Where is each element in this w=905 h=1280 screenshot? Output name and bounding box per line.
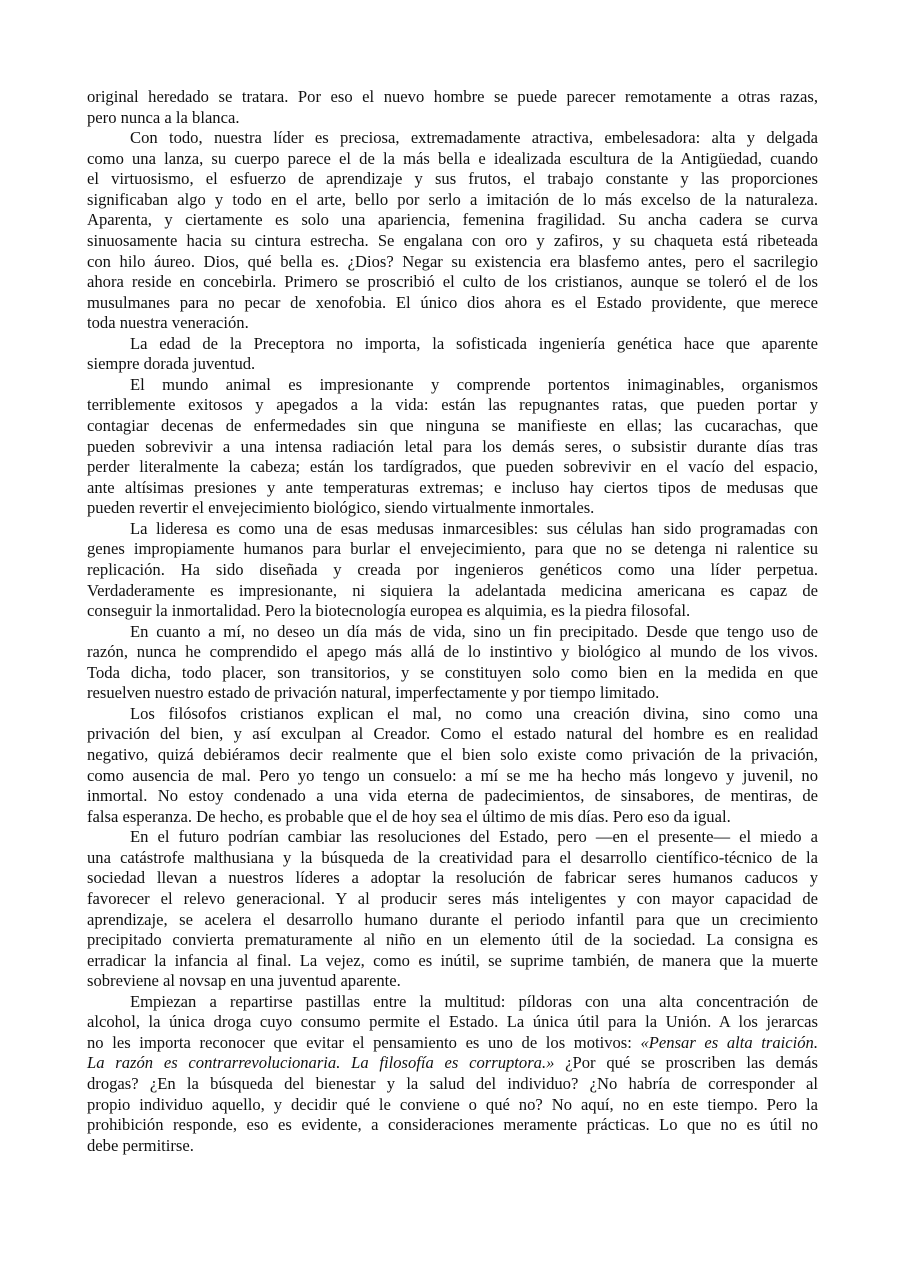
paragraph [87, 827, 818, 992]
text-line: sociedad llevan a nuestros líderes a adoptar la resolución de fabricar seres humanos caducos y [87, 868, 818, 888]
text-line: perder literalmente la cabeza; están los tardígrados, que pueden sobrevivir en el vacío del espacio, [87, 457, 818, 477]
text-line: musulmanes para no pecar de xenofobia. El único dios ahora es el Estado providente, que merece [87, 292, 818, 312]
text-line: En el futuro podrían cambiar las resoluciones del Estado, pero —en el presente— el miedo a [130, 827, 818, 847]
text-line: Toda dicha, todo placer, son transitorios, y se constituyen solo como bien en la medida en que [87, 662, 818, 682]
text-segment: no les importa reconocer que evitar el pensamiento es uno de los motivos: [87, 1032, 641, 1052]
text-line: drogas? ¿En la búsqueda del bienestar y la salud del individuo? ¿No habría de corresponder al [87, 1074, 818, 1093]
text-line: Aparenta, y ciertamente es solo una apariencia, femenina fragilidad. Su ancha cadera se curva [87, 210, 818, 230]
document-page [87, 87, 818, 1156]
paragraph [87, 992, 818, 1157]
text-line: Verdaderamente es impresionante, ni siquiera la adelantada medicina americana es capaz de [87, 580, 818, 600]
text-line [87, 1033, 818, 1054]
text-line: pueden revertir el envejecimiento biológico, siendo virtualmente inmortales. [87, 498, 595, 518]
text-line: como una lanza, su cuerpo parece el de la más bella e idealizada escultura de la Antigüedad, cuando [87, 148, 818, 168]
text-line: erradicar la infancia al final. La vejez, como es inútil, se suprime también, de manera que la muerte [87, 950, 818, 970]
text-line: original heredado se tratara. Por eso el nuevo hombre se puede parecer remotamente a otras razas, [87, 87, 818, 106]
text-line: El mundo animal es impresionante y comprende portentos inimaginables, organismos [130, 374, 818, 394]
text-line: replicación. Ha sido diseñada y creada por ingenieros genéticos como una líder perpetua. [87, 559, 818, 579]
text-line: Los filósofos cristianos explican el mal, no como una creación divina, sino como una [130, 703, 818, 723]
text-line: privación del bien, y así exculpan al Creador. Como el estado natural del hombre es en realidad [87, 724, 818, 744]
text-segment: ¿Por qué se proscriben las demás [554, 1053, 818, 1073]
text-line: pueden sobrevivir a una intensa radiación letal para los demás seres, o subsistir durante días tras [87, 436, 818, 456]
paragraph [87, 87, 818, 128]
paragraph [87, 128, 818, 334]
text-line: ahora reside en concebirla. Primero se proscribió el culto de los cristianos, aunque se toleró el de los [87, 272, 818, 292]
text-line: aprendizaje, se acelera el desarrollo humano durante el periodo infantil para que un crecimiento [87, 909, 818, 929]
text-line: prohibición responde, eso es evidente, a consideraciones meramente prácticas. Lo que no es útil no [87, 1115, 818, 1135]
text-line: precipitado convierta prematuramente al niño en un elemento útil de la sociedad. La consigna es [87, 930, 818, 950]
paragraph [87, 334, 818, 375]
text-line: contagiar decenas de enfermedades sin que ninguna se manifieste en ellas; las cucarachas, que [87, 416, 818, 435]
paragraph [87, 519, 818, 622]
text-line: pero nunca a la blanca. [87, 107, 240, 127]
text-line: terriblemente exitosos y apegados a la vida: están las repugnantes ratas, que pueden portar y [87, 395, 818, 415]
text-line: razón, nunca he comprendido el apego más allá de lo instintivo y biológico al mundo de los vivos. [87, 642, 818, 662]
text-line: conseguir la inmortalidad. Pero la biotecnología europea es alquimia, es la piedra filosofal. [87, 601, 691, 621]
text-line: favorecer el relevo generacional. Y al producir seres más inteligentes y con mayor capacidad de [87, 888, 818, 908]
text-line: Empiezan a repartirse pastillas entre la multitud: píldoras con una alta concentración de [130, 991, 818, 1011]
text-line: inmortal. No estoy condenado a una vida eterna de padecimientos, de sinsabores, de mentiras, de [87, 786, 818, 806]
text-line: propio individuo aquello, y decidir qué le conviene o qué no? No aquí, no en este tiempo. Pero la [87, 1094, 818, 1114]
italic-quote: «Pensar es alta traición. [640, 1032, 818, 1052]
text-line: resuelven nuestro estado de privación natural, imperfectamente y por tiempo limitado. [87, 683, 660, 703]
text-line: La edad de la Preceptora no importa, la sofisticada ingeniería genética hace que aparente [130, 333, 818, 353]
text-line: siempre dorada juventud. [87, 354, 256, 374]
paragraph [87, 622, 818, 704]
text-line: alcohol, la única droga cuyo consumo permite el Estado. La única útil para la Unión. A los jerarcas [87, 1012, 818, 1032]
text-line: como ausencia de mal. Pero yo tengo un consuelo: a mí se me ha hecho más longevo y juvenil, no [87, 765, 818, 785]
text-line: sinuosamente hacia su cintura estrecha. Se engalana con oro y zafiros, y su chaqueta está ribeteada [87, 230, 818, 250]
text-line: genes impropiamente humanos para burlar el envejecimiento, para que no se detenga ni ralentice su [87, 539, 818, 559]
text-line: ante altísimas presiones y ante temperaturas extremas; e incluso hay ciertos tipos de medusas que [87, 477, 818, 497]
text-line: debe permitirse. [87, 1135, 194, 1155]
text-line: toda nuestra veneración. [87, 313, 249, 333]
text-line: La lideresa es como una de esas medusas inmarcesibles: sus células han sido programadas con [130, 518, 818, 538]
italic-quote: La razón es contrarrevolucionaria. La filosofía es corruptora.» [87, 1053, 555, 1073]
text-line: significaban algo y todo en el arte, bello por serlo a imitación de lo más excelso de la naturaleza. [87, 189, 818, 209]
text-line: sobreviene al novsap en una juventud aparente. [87, 971, 401, 991]
text-line: una catástrofe malthusiana y la búsqueda de la creatividad para el desarrollo científico-técnico de la [87, 847, 818, 867]
text-line: negativo, quizá debiéramos decir realmente que el bien solo existe como privación de la privación, [87, 745, 818, 764]
text-line: falsa esperanza. De hecho, es probable que el de hoy sea el último de mis días. Pero eso da igual. [87, 806, 731, 826]
text-line: el virtuosismo, el esfuerzo de aprendizaje y sus frutos, el trabajo constante y las proporciones [87, 169, 818, 189]
text-line: Con todo, nuestra líder es preciosa, extremadamente atractiva, embelesadora: alta y delgada [130, 128, 818, 148]
text-line: con hilo áureo. Dios, qué bella es. ¿Dios? Negar su existencia era blasfemo antes, pero el sacrilegio [87, 251, 818, 271]
paragraph [87, 375, 818, 519]
text-line [87, 1053, 818, 1074]
text-line: En cuanto a mí, no deseo un día más de vida, sino un fin precipitado. Desde que tengo uso de [130, 621, 818, 641]
paragraph [87, 704, 818, 827]
